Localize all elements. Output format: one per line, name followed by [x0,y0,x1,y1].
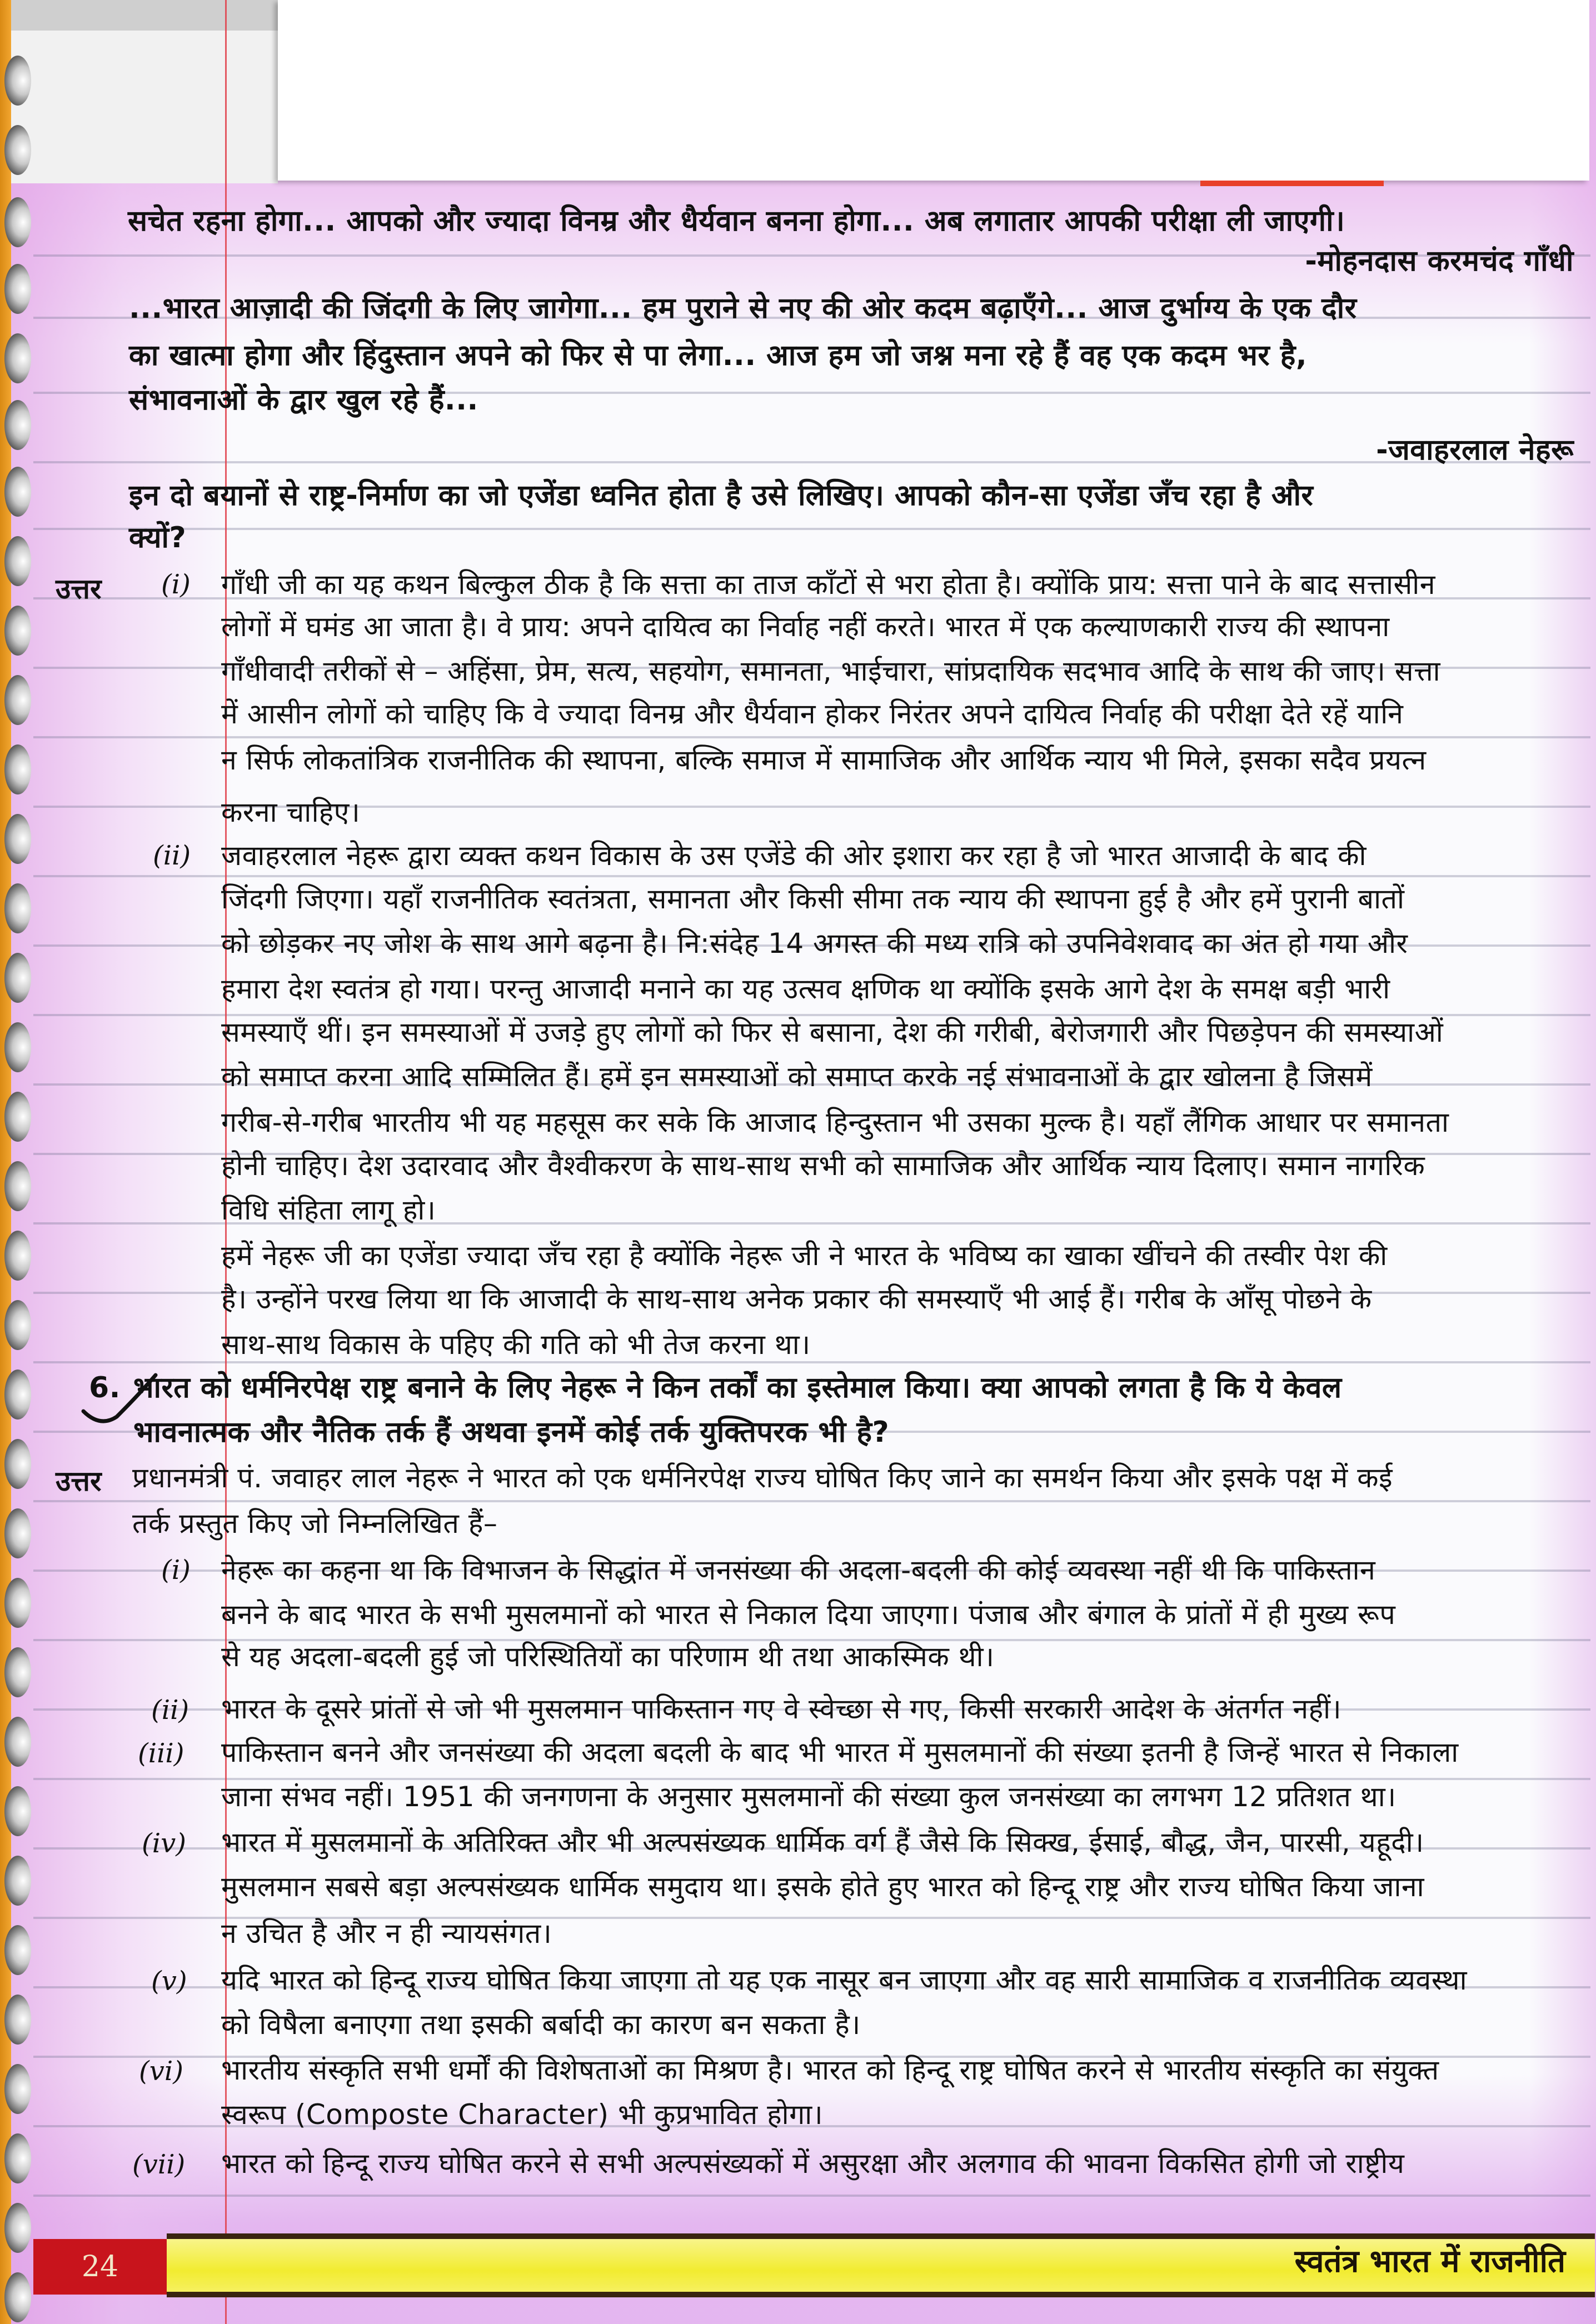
spiral-ring-icon [4,1925,31,1975]
top-cover-shadow [11,0,278,31]
top-cover-left [11,31,278,183]
ruled-line [33,1500,1590,1502]
answer-line: है। उन्होंने परख लिया था कि आजादी के साथ-साथ अनेक प्रकार की समस्याएँ भी आई हैं। गरीब के आँसू पोछने के [221,1283,1372,1315]
answer-line: भारत को हिन्दू राज्य घोषित करने से सभी अल्पसंख्यकों में असुरक्षा और अलगाव की भावना विकसित होगी जो राष्ट्रीय [221,2147,1405,2180]
spiral-ring-icon [4,606,31,656]
point-number: (i) [161,569,191,600]
answer-line: यदि भारत को हिन्दू राज्य घोषित किया जाएगा तो यह एक नासूर बन जाएगा और वह सारी सामाजिक व राजनीतिक व्यवस्था [221,1964,1468,1996]
answer-label: उत्तर [56,573,102,605]
spiral-ring-icon [4,125,31,175]
answer-line: गाँधीवादी तरीकों से – अहिंसा, प्रेम, सत्य, सहयोग, समानता, भाईचारा, सांप्रदायिक सदभाव आदि के साथ की जाए। सत्ता [221,655,1441,687]
spiral-ring-icon [4,2133,31,2183]
spiral-ring-icon [4,1300,31,1350]
spiral-ring-icon [4,1717,31,1767]
point-number: (vi) [139,2056,183,2087]
ruled-line [33,875,1590,877]
answer-line: न सिर्फ लोकतांत्रिक राजनीतिक की स्थापना, बल्कि समाज में सामाजिक और आर्थिक न्याय भी मिले, इसका सदैव प्रयत्न [221,744,1427,776]
nehru-quote-line: संभावनाओं के द्वार खुल रहे हैं... [129,383,478,417]
answer-line: को समाप्त करना आदि सम्मिलित हैं। हमें इन समस्याओं को समाप्त करके नई संभावनाओं के द्वार खोलना है जिसमें [221,1061,1373,1093]
spiral-ring-icon [4,197,31,247]
spiral-ring-icon [4,467,31,517]
answer-line: भारत में मुसलमानों के अतिरिक्त और भी अल्पसंख्यक धार्मिक वर्ग हैं जैसे कि सिक्ख, ईसाई, बौद्ध, जैन, पारसी, यहूदी। [221,1826,1424,1858]
answer-line: मुसलमान सबसे बड़ा अल्पसंख्यक धार्मिक समुदाय था। इसके होते हुए भारत को हिन्दू राष्ट्र और राज्य घोषित किया जाना [221,1871,1425,1903]
question-text: भारत को धर्मनिरपेक्ष राष्ट्र बनाने के लिए नेहरू ने किन तर्कों का इस्तेमाल किया। क्या आपको लगता है कि ये केवल [133,1371,1342,1405]
spiral-ring-icon [4,400,31,450]
question-text: क्यों? [129,521,187,554]
nehru-quote-line: ...भारत आज़ादी की जिंदगी के लिए जागेगा... हम पुराने से नए की ओर कदम बढ़ाएँगे... आज दुर्भाग्य के एक दौर [129,292,1357,325]
page-number: 24 [33,2239,167,2295]
point-number: (v) [151,1966,187,1997]
answer-line: बनने के बाद भारत के सभी मुसलमानों को भारत से निकाल दिया जाएगा। पंजाब और बंगाल के प्रांतों में ही मुख्य रूप [221,1598,1396,1631]
answer-line: में आसीन लोगों को चाहिए कि वे ज्यादा विनम्र और धैर्यवान होकर निरंतर अपने दायित्व निर्वाह की परीक्षा देते रहें यानि [221,698,1404,730]
top-white-cover [278,0,1589,181]
spiral-ring-icon [4,2203,31,2253]
spiral-ring-icon [4,1161,31,1211]
answer-line: को विषैला बनाएगा तथा इसकी बर्बादी का कारण बन सकता है। [221,2008,861,2041]
point-number: (vii) [132,2149,186,2180]
red-tab-marker [1200,181,1384,186]
ruled-line [33,2195,1590,2197]
gandhi-attribution: -मोहनदास करमचंद गाँधी [1305,244,1574,278]
answer-line: होनी चाहिए। देश उदारवाद और वैश्वीकरण के साथ-साथ सभी को सामाजिक और आर्थिक न्याय दिलाए। समान नागरिक [221,1149,1425,1182]
question-number: 6. [89,1371,121,1405]
answer-intro: तर्क प्रस्तुत किए जो निम्नलिखित हैं– [132,1507,498,1540]
answer-line: को छोड़कर नए जोश के साथ आगे बढ़ना है। नि:संदेह 14 अगस्त की मध्य रात्रि को उपनिवेशवाद का अंत हो गया और [221,927,1408,959]
nehru-attribution: -जवाहरलाल नेहरू [1376,433,1574,467]
spiral-ring-icon [4,56,31,106]
spiral-ring-icon [4,264,31,314]
gandhi-quote-line: सचेत रहना होगा... आपको और ज्यादा विनम्र और धैर्यवान बनना होगा... अब लगातार आपकी परीक्षा ली जाएगी। [128,204,1345,238]
nehru-quote-line: का खात्मा होगा और हिंदुस्तान अपने को फिर से पा लेगा... आज हम जो जश्न मना रहे हैं वह एक कदम भर है, [129,339,1308,372]
spiral-ring-icon [4,1439,31,1489]
answer-line: साथ-साथ विकास के पहिए की गति को भी तेज करना था। [221,1328,811,1361]
spiral-ring-icon [4,1578,31,1628]
answer-line: समस्याएँ थीं। इन समस्याओं में उजड़े हुए लोगों को फिर से बसाना, देश की गरीबी, बेरोजगारी और पिछड़ेपन की समस्याओं [221,1016,1444,1048]
answer-line: लोगों में घमंड आ जाता है। वे प्राय: अपने दायित्व का निर्वाह नहीं करते। भारत में एक कल्याणकारी राज्य की स्थापना [221,611,1390,643]
answer-line: भारत के दूसरे प्रांतों से जो भी मुसलमान पाकिस्तान गए वे स्वेच्छा से गए, किसी सरकारी आदेश के अंतर्गत नहीं। [221,1693,1342,1725]
spiral-ring-icon [4,675,31,725]
book-title: स्वतंत्र भारत में राजनीति [1294,2243,1565,2280]
ruled-line [33,461,1590,463]
answer-line: विधि संहिता लागू हो। [221,1194,436,1226]
question-text: इन दो बयानों से राष्ट्र-निर्माण का जो एजेंडा ध्वनित होता है उसे लिखिए। आपको कौन-सा एजेंडा जँच रहा है और [129,479,1314,512]
spiral-ring-icon [4,1370,31,1420]
spiral-ring-icon [4,1231,31,1281]
spiral-ring-icon [4,1786,31,1836]
ruled-line [33,1361,1590,1363]
answer-label: उत्तर [56,1465,102,1497]
spiral-ring-icon [4,744,31,794]
answer-line: न उचित है और न ही न्यायसंगत। [221,1917,552,1950]
ruled-line [33,528,1590,530]
answer-line: नेहरू का कहना था कि विभाजन के सिद्धांत में जनसंख्या की अदला-बदली की कोई व्यवस्था नहीं थी कि पाकिस्तान [221,1554,1376,1586]
answer-intro: प्रधानमंत्री पं. जवाहर लाल नेहरू ने भारत को एक धर्मनिरपेक्ष राज्य घोषित किए जाने का समर्थन किया और इसके पक्ष में कई [132,1462,1393,1494]
spiral-ring-icon [4,1022,31,1072]
spiral-ring-icon [4,536,31,586]
point-number: (i) [161,1555,191,1586]
point-number: (iv) [142,1828,186,1859]
answer-line: हमारा देश स्वतंत्र हो गया। परन्तु आजादी मनाने का यह उत्सव क्षणिक था क्योंकि इसके आगे देश के समक्ष बड़ी भारी [221,973,1390,1005]
spiral-ring-icon [4,1092,31,1142]
question-text: भावनात्मक और नैतिक तर्क हैं अथवा इनमें कोई तर्क युक्तिपरक भी है? [133,1416,890,1449]
spiral-ring-icon [4,2064,31,2114]
answer-line: पाकिस्तान बनने और जनसंख्या की अदला बदली के बाद भी भारत में मुसलमानों की संख्या इतनी है जिन्हें भारत से निकाला [221,1736,1459,1768]
ruled-line [33,736,1590,738]
spiral-ring-icon [4,953,31,1003]
spiral-ring-icon [4,883,31,933]
spiral-ring-icon [4,1995,31,2045]
answer-line: भारतीय संस्कृति सभी धर्मों की विशेषताओं का मिश्रण है। भारत को हिन्दू राष्ट्र घोषित करने से भारतीय संस्कृति का संयुक्त [221,2054,1439,2086]
spiral-ring-icon [4,333,31,383]
answer-line: जिंदगी जिएगा। यहाँ राजनीतिक स्वतंत्रता, समानता और किसी सीमा तक न्याय की स्थापना हुई है और हमें पुरानी बातों [221,883,1405,915]
spiral-ring-icon [4,814,31,864]
answer-line: हमें नेहरू जी का एजेंडा ज्यादा जँच रहा है क्योंकि नेहरू जी ने भारत के भविष्य का खाका खींचने की तस्वीर पेश की [221,1240,1388,1272]
spiral-ring-icon [4,1647,31,1697]
answer-line: स्वरूप (Composte Character) भी कुप्रभावित होगा। [221,2098,824,2131]
answer-line: से यह अदला-बदली हुई जो परिस्थितियों का परिणाम थी तथा आकस्मिक थी। [221,1641,995,1673]
spiral-ring-icon [4,1508,31,1558]
point-number: (ii) [153,840,191,871]
answer-line: गरीब-से-गरीब भारतीय भी यह महसूस कर सके कि आजाद हिन्दुस्तान भी उसका मुल्क है। यहाँ लैंगिक आधार पर समानता [221,1106,1449,1138]
answer-line: जवाहरलाल नेहरू द्वारा व्यक्त कथन विकास के उस एजेंडे की ओर इशारा कर रहा है जो भारत आजादी के बाद की [221,839,1366,872]
spiral-ring-icon [4,2272,31,2322]
answer-line: जाना संभव नहीं। 1951 की जनगणना के अनुसार मुसलमानों की संख्या कुल जनसंख्या का लगभग 12 प्रतिशत था। [221,1781,1397,1813]
answer-line: गाँधी जी का यह कथन बिल्कुल ठीक है कि सत्ता का ताज काँटों से भरा होता है। क्योंकि प्राय: सत्ता पाने के बाद सत्तासीन [221,568,1435,601]
spiral-ring-icon [4,1856,31,1906]
point-number: (ii) [151,1695,189,1726]
point-number: (iii) [138,1738,184,1769]
answer-line: करना चाहिए। [221,796,361,828]
